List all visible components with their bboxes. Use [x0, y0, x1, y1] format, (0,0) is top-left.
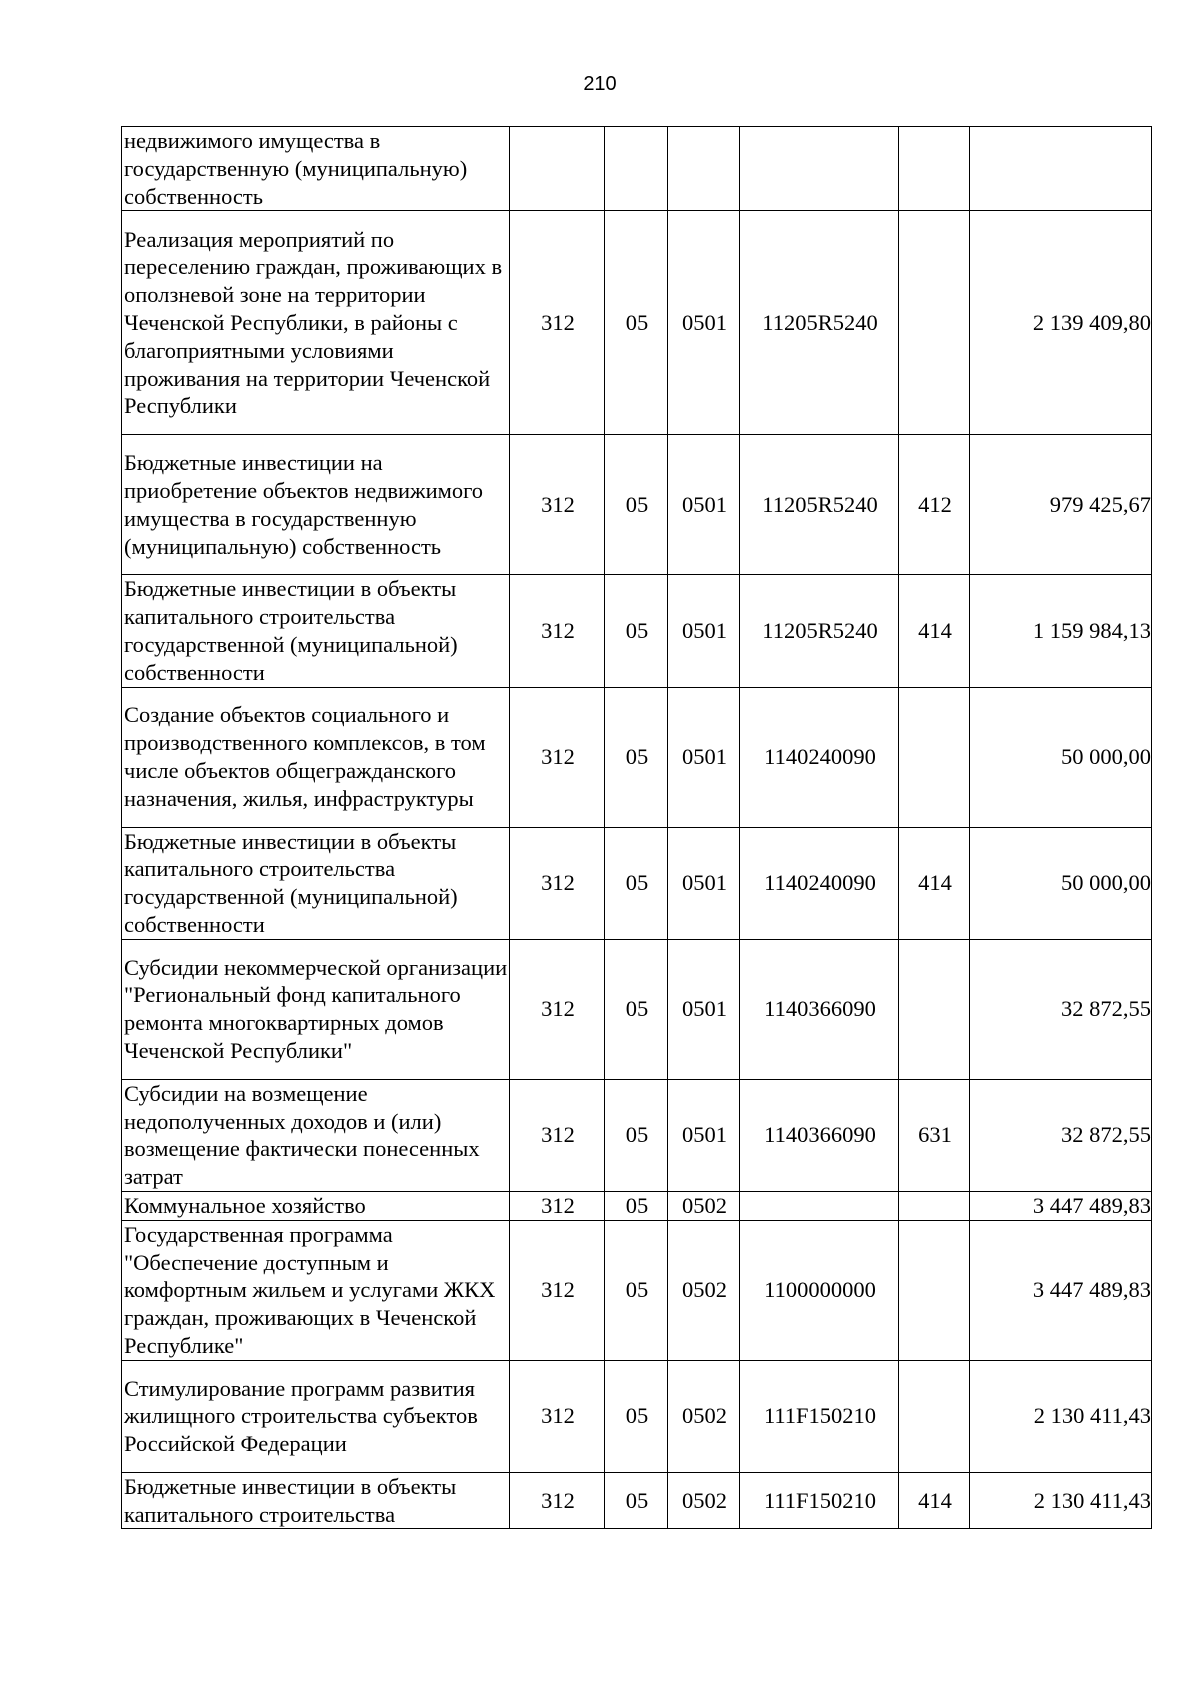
row-grbs: 312: [510, 687, 605, 827]
table-row: [122, 939, 1152, 1079]
row-sum: 50 000,00: [970, 827, 1152, 939]
row-sum: 2 130 411,43: [970, 1360, 1152, 1472]
row-pr: 0501: [668, 687, 740, 827]
row-csr: 11205R5240: [740, 435, 899, 575]
row-vr: [899, 1191, 970, 1220]
row-csr: 1140240090: [740, 827, 899, 939]
row-csr: 11205R5240: [740, 575, 899, 687]
row-pr: 0501: [668, 939, 740, 1079]
row-vr: 414: [899, 1472, 970, 1529]
row-rz: [605, 127, 668, 211]
table-row: [122, 1191, 1152, 1220]
row-sum: 2 139 409,80: [970, 211, 1152, 435]
row-rz: 05: [605, 687, 668, 827]
row-vr: [899, 211, 970, 435]
row-sum: 50 000,00: [970, 687, 1152, 827]
row-vr: 414: [899, 827, 970, 939]
row-csr: 111F150210: [740, 1472, 899, 1529]
row-name: Субсидии на возмещение недополученных доходов и (или) возмещение фактически понесенных затрат: [122, 1079, 510, 1191]
row-sum: 1 159 984,13: [970, 575, 1152, 687]
row-name: Создание объектов социального и производственного комплексов, в том числе объектов общегражданского назначения, жилья, инфраструктуры: [122, 687, 510, 827]
table-row: [122, 1360, 1152, 1472]
row-vr: 412: [899, 435, 970, 575]
row-csr: 1100000000: [740, 1220, 899, 1360]
table-row: [122, 127, 1152, 211]
row-pr: 0501: [668, 211, 740, 435]
row-grbs: 312: [510, 1360, 605, 1472]
row-vr: [899, 1220, 970, 1360]
table-row: [122, 1079, 1152, 1191]
row-name: Бюджетные инвестиции на приобретение объектов недвижимого имущества в государственную (муниципальную) собственность: [122, 435, 510, 575]
row-rz: 05: [605, 939, 668, 1079]
row-csr: [740, 127, 899, 211]
row-vr: [899, 127, 970, 211]
row-rz: 05: [605, 1191, 668, 1220]
row-grbs: [510, 127, 605, 211]
page-number: 210: [583, 73, 617, 95]
table-row: [122, 827, 1152, 939]
table-row: [122, 1220, 1152, 1360]
row-sum: 32 872,55: [970, 939, 1152, 1079]
row-grbs: 312: [510, 211, 605, 435]
row-grbs: 312: [510, 1220, 605, 1360]
row-rz: 05: [605, 1079, 668, 1191]
row-name: Бюджетные инвестиции в объекты капитального строительства: [122, 1472, 510, 1529]
row-name: Коммунальное хозяйство: [122, 1191, 510, 1220]
row-name: Бюджетные инвестиции в объекты капитального строительства государственной (муниципальной) собственности: [122, 575, 510, 687]
row-name: Бюджетные инвестиции в объекты капитального строительства государственной (муниципальной) собственности: [122, 827, 510, 939]
row-name: Субсидии некоммерческой организации "Региональный фонд капитального ремонта многоквартирных домов Чеченской Республики": [122, 939, 510, 1079]
row-vr: 414: [899, 575, 970, 687]
row-pr: 0502: [668, 1360, 740, 1472]
row-vr: [899, 687, 970, 827]
row-rz: 05: [605, 827, 668, 939]
row-sum: 32 872,55: [970, 1079, 1152, 1191]
table-row: [122, 435, 1152, 575]
row-name: недвижимого имущества в государственную (муниципальную) собственность: [122, 127, 510, 211]
row-vr: 631: [899, 1079, 970, 1191]
row-grbs: 312: [510, 827, 605, 939]
table-row: [122, 1472, 1152, 1529]
row-vr: [899, 939, 970, 1079]
row-sum: 979 425,67: [970, 435, 1152, 575]
row-grbs: 312: [510, 435, 605, 575]
row-sum: 2 130 411,43: [970, 1472, 1152, 1529]
row-grbs: 312: [510, 1472, 605, 1529]
row-name: Государственная программа "Обеспечение доступным и комфортным жильем и услугами ЖКХ граждан, проживающих в Чеченской Республике": [122, 1220, 510, 1360]
row-csr: 111F150210: [740, 1360, 899, 1472]
table-row: [122, 687, 1152, 827]
row-sum: [970, 127, 1152, 211]
row-rz: 05: [605, 1472, 668, 1529]
row-pr: 0501: [668, 827, 740, 939]
row-rz: 05: [605, 1360, 668, 1472]
row-pr: 0502: [668, 1191, 740, 1220]
row-rz: 05: [605, 575, 668, 687]
table-row: [122, 211, 1152, 435]
row-pr: [668, 127, 740, 211]
row-csr: 11205R5240: [740, 211, 899, 435]
row-sum: 3 447 489,83: [970, 1220, 1152, 1360]
row-csr: 1140366090: [740, 1079, 899, 1191]
row-rz: 05: [605, 211, 668, 435]
budget-table: [121, 126, 1152, 1529]
row-grbs: 312: [510, 1191, 605, 1220]
row-rz: 05: [605, 435, 668, 575]
row-sum: 3 447 489,83: [970, 1191, 1152, 1220]
row-name: Реализация мероприятий по переселению граждан, проживающих в оползневой зоне на территории Чеченской Республики, в районы с благоприятными условиями проживания на территории Чеченской Республики: [122, 211, 510, 435]
row-csr: 1140366090: [740, 939, 899, 1079]
row-pr: 0502: [668, 1472, 740, 1529]
row-grbs: 312: [510, 939, 605, 1079]
row-grbs: 312: [510, 1079, 605, 1191]
row-pr: 0501: [668, 575, 740, 687]
row-name: Стимулирование программ развития жилищного строительства субъектов Российской Федерации: [122, 1360, 510, 1472]
row-pr: 0502: [668, 1220, 740, 1360]
row-grbs: 312: [510, 575, 605, 687]
row-vr: [899, 1360, 970, 1472]
row-pr: 0501: [668, 435, 740, 575]
table-row: [122, 575, 1152, 687]
row-csr: [740, 1191, 899, 1220]
row-csr: 1140240090: [740, 687, 899, 827]
row-rz: 05: [605, 1220, 668, 1360]
row-pr: 0501: [668, 1079, 740, 1191]
